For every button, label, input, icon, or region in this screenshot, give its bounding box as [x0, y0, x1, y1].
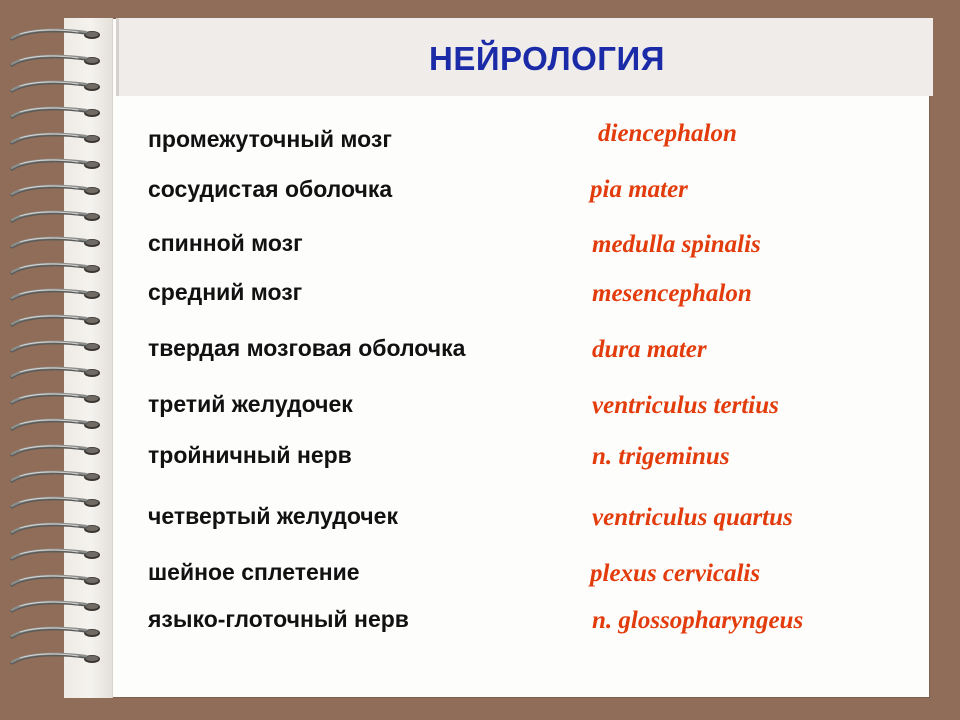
- spiral-binding: [8, 28, 108, 700]
- spiral-ring-icon: [8, 574, 108, 588]
- spiral-ring-icon: [8, 600, 108, 614]
- term-ru-7: тройничный нерв: [148, 442, 352, 468]
- term-ru-2: сосудистая оболочка: [148, 176, 393, 202]
- spiral-ring-icon: [8, 392, 108, 406]
- term-ru-9: шейное сплетение: [148, 559, 360, 585]
- term-ru-4: средний мозг: [148, 279, 303, 305]
- title-bar: [116, 18, 933, 96]
- spiral-ring-icon: [8, 522, 108, 536]
- term-ru-6: третий желудочек: [148, 391, 353, 417]
- term-la-10: n. glossopharyngeus: [592, 607, 804, 634]
- term-la-3: medulla spinalis: [592, 231, 761, 258]
- spiral-ring-icon: [8, 28, 108, 42]
- spiral-ring-icon: [8, 158, 108, 172]
- spiral-ring-icon: [8, 80, 108, 94]
- spiral-ring-icon: [8, 366, 108, 380]
- term-la-9: plexus cervicalis: [590, 560, 761, 587]
- spiral-ring-icon: [8, 340, 108, 354]
- term-ru-3: спинной мозг: [148, 230, 303, 256]
- spiral-ring-icon: [8, 236, 108, 250]
- spiral-ring-icon: [8, 210, 108, 224]
- spiral-ring-icon: [8, 496, 108, 510]
- spiral-ring-icon: [8, 288, 108, 302]
- page-title: НЕЙРОЛОГИЯ: [429, 40, 665, 77]
- spiral-ring-icon: [8, 262, 108, 276]
- spiral-ring-icon: [8, 652, 108, 666]
- term-la-4: mesencephalon: [592, 280, 752, 307]
- spiral-ring-icon: [8, 184, 108, 198]
- term-ru-1: промежуточный мозг: [148, 126, 392, 152]
- term-la-7: n. trigeminus: [592, 443, 730, 470]
- term-la-6: ventriculus tertius: [592, 392, 779, 419]
- spiral-ring-icon: [8, 418, 108, 432]
- spiral-ring-icon: [8, 54, 108, 68]
- term-la-5: dura mater: [592, 336, 707, 363]
- term-la-1: diencephalon: [598, 120, 737, 147]
- spiral-ring-icon: [8, 626, 108, 640]
- term-ru-5: твердая мозговая оболочка: [148, 335, 466, 361]
- spiral-ring-icon: [8, 548, 108, 562]
- spiral-ring-icon: [8, 444, 108, 458]
- term-ru-8: четвертый желудочек: [148, 503, 398, 529]
- term-la-8: ventriculus quartus: [592, 504, 793, 531]
- spiral-ring-icon: [8, 470, 108, 484]
- term-ru-10: языко-глоточный нерв: [148, 606, 409, 632]
- spiral-ring-icon: [8, 106, 108, 120]
- spiral-ring-icon: [8, 314, 108, 328]
- spiral-ring-icon: [8, 132, 108, 146]
- term-la-2: pia mater: [590, 176, 688, 203]
